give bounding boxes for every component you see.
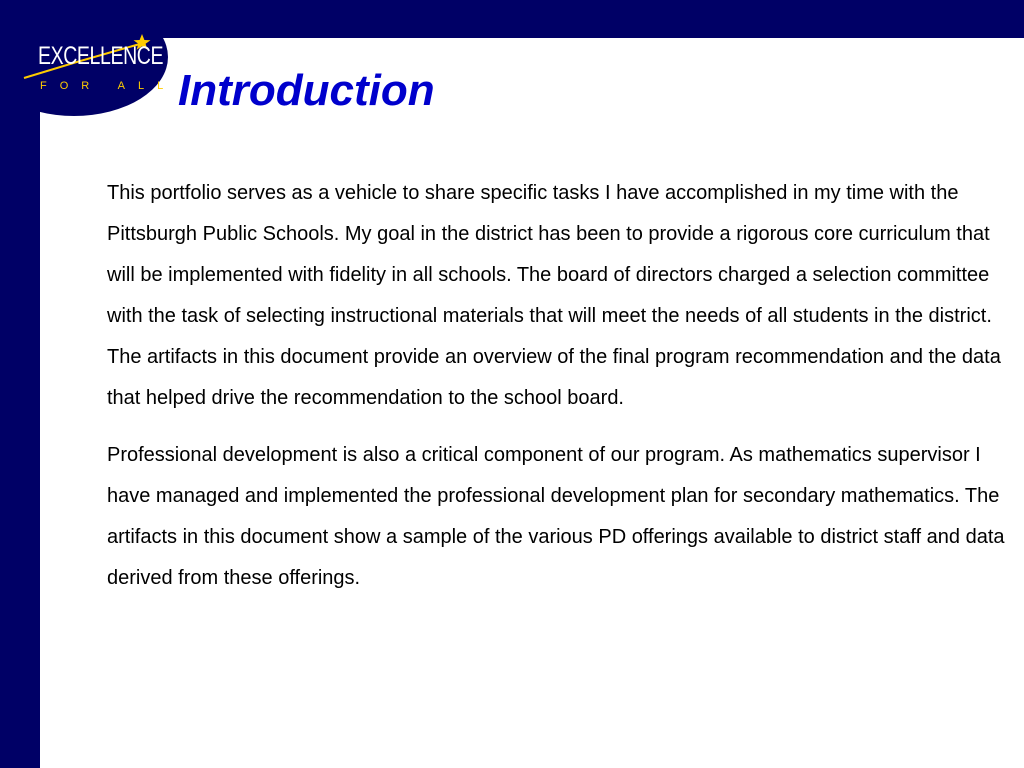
excellence-for-all-logo	[22, 34, 177, 104]
paragraph-portfolio: This portfolio serves as a vehicle to share specific tasks I have accomplished in my time with the Pittsburgh Public Schools. My goal in the district has been to provide a rigorous core curriculum that will be implemented with fidelity in all schools. The board of directors charged a selection committee with the task of selecting instructional materials that will meet the needs of all students in the district. The artifacts in this document provide an overview of the final program recommendation and the data that helped drive the recommendation to the school board.	[107, 182, 1001, 409]
logo-tagline: FOR ALL	[40, 80, 177, 92]
left-bar	[0, 0, 40, 768]
paragraph-professional-development: Professional development is also a critical component of our program. As mathematics supervisor I have managed and implemented the professional development plan for secondary mathematics. The artifacts in this document show a sample of the various PD offerings available to district staff and data derived from these offerings.	[107, 444, 1005, 589]
logo-wordmark: EXCELLENCE	[38, 42, 164, 70]
slide-title: Introduction	[178, 66, 435, 115]
slide-body	[107, 173, 1007, 615]
